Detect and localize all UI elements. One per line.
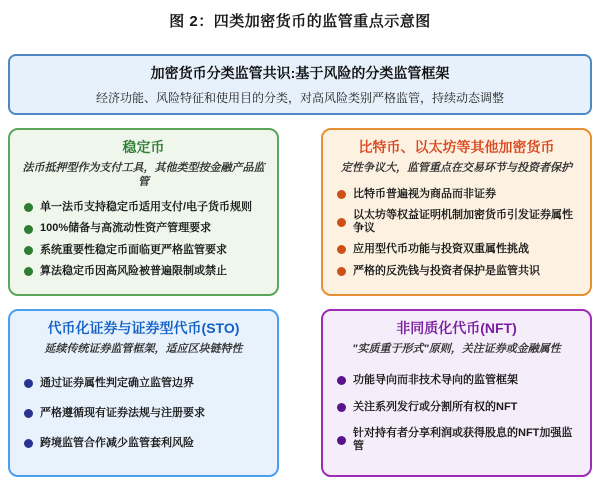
category-subtitle: "实质重于形式"原则，关注证券或金融属性 [352,342,561,355]
category-box-nft [321,309,592,477]
bullet-list [331,180,582,286]
consensus-subheading: 经济功能、风险特征和使用目的分类，对高风险类别严格监管，持续动态调整 [95,91,504,105]
category-box-stablecoin [8,128,279,296]
category-subtitle: 定性争议大，监管重点在交易环节与投资者保护 [341,161,572,174]
figure-title: 图 2：四类加密货币的监管重点示意图 [169,13,431,30]
bullet-dot-icon [337,267,346,276]
bullet-text: 功能导向而非技术导向的监管框架 [353,373,518,386]
bullet-text: 关注系列发行或分割所有权的NFT [353,400,518,413]
bullet-dot-icon [337,436,346,445]
bullet-item [24,222,269,235]
category-title: 比特币、以太坊等其他加密货币 [358,139,555,155]
bullet-dot-icon [24,225,33,234]
category-title: 非同质化代币(NFT) [396,320,517,336]
bullet-text: 跨境监管合作减少监管套利风险 [40,437,194,450]
consensus-heading: 加密货币分类监管共识:基于风险的分类监管框架 [150,65,450,81]
bullet-text: 针对持有者分享利润或获得股息的NFT加强监管 [353,427,573,453]
category-box-bitcoin-ethereum [321,128,592,296]
category-subtitle: 延续传统证券监管框架，适应区块链特性 [44,342,243,355]
bullet-text: 严格遵循现有证券法规与注册要求 [40,407,205,420]
bullet-dot-icon [337,218,346,227]
bullet-dot-icon [24,409,33,418]
category-title: 稳定币 [122,139,165,155]
bullet-text: 以太坊等权益证明机制加密货币引发证券属性争议 [353,208,573,235]
bullet-list [18,361,269,467]
bullet-dot-icon [337,403,346,412]
bullet-item [337,427,582,453]
bullet-dot-icon [24,203,33,212]
bullet-item [24,265,269,278]
bullet-dot-icon [337,245,346,254]
consensus-box [8,54,592,115]
category-title: 代币化证券与证券型代币(STO) [47,320,240,336]
bullet-item [337,209,582,235]
category-subtitle: 法币抵押型作为支付工具，其他类型按金融产品监管 [22,161,265,188]
bullet-item [24,407,269,420]
bullet-text: 应用型代币功能与投资双重属性挑战 [353,243,529,256]
bullet-dot-icon [24,379,33,388]
bullet-item [337,243,582,256]
bullet-item [337,374,582,387]
bullet-item [24,201,269,214]
bullet-dot-icon [24,246,33,255]
bullet-dot-icon [24,267,33,276]
bullet-dot-icon [337,190,346,199]
bullet-item [337,401,582,414]
bullet-text: 比特币普遍视为商品而非证券 [353,187,496,200]
bullet-list [18,193,269,286]
bullet-text: 算法稳定币因高风险被普遍限制或禁止 [40,264,227,277]
category-grid [8,128,592,477]
bullet-text: 系统重要性稳定币面临更严格监管要求 [40,243,227,256]
category-box-sto [8,309,279,477]
bullet-dot-icon [24,439,33,448]
bullet-text: 通过证券属性判定确立监管边界 [40,377,194,390]
bullet-item [24,377,269,390]
bullet-item [337,188,582,201]
bullet-text: 单一法币支持稳定币适用支付/电子货币规则 [40,201,253,214]
bullet-text: 100%储备与高流动性资产管理要求 [40,222,212,235]
bullet-dot-icon [337,376,346,385]
bullet-item [337,265,582,278]
bullet-item [24,244,269,257]
bullet-text: 严格的反洗钱与投资者保护是监管共识 [353,264,540,277]
bullet-list [331,361,582,467]
bullet-item [24,437,269,450]
